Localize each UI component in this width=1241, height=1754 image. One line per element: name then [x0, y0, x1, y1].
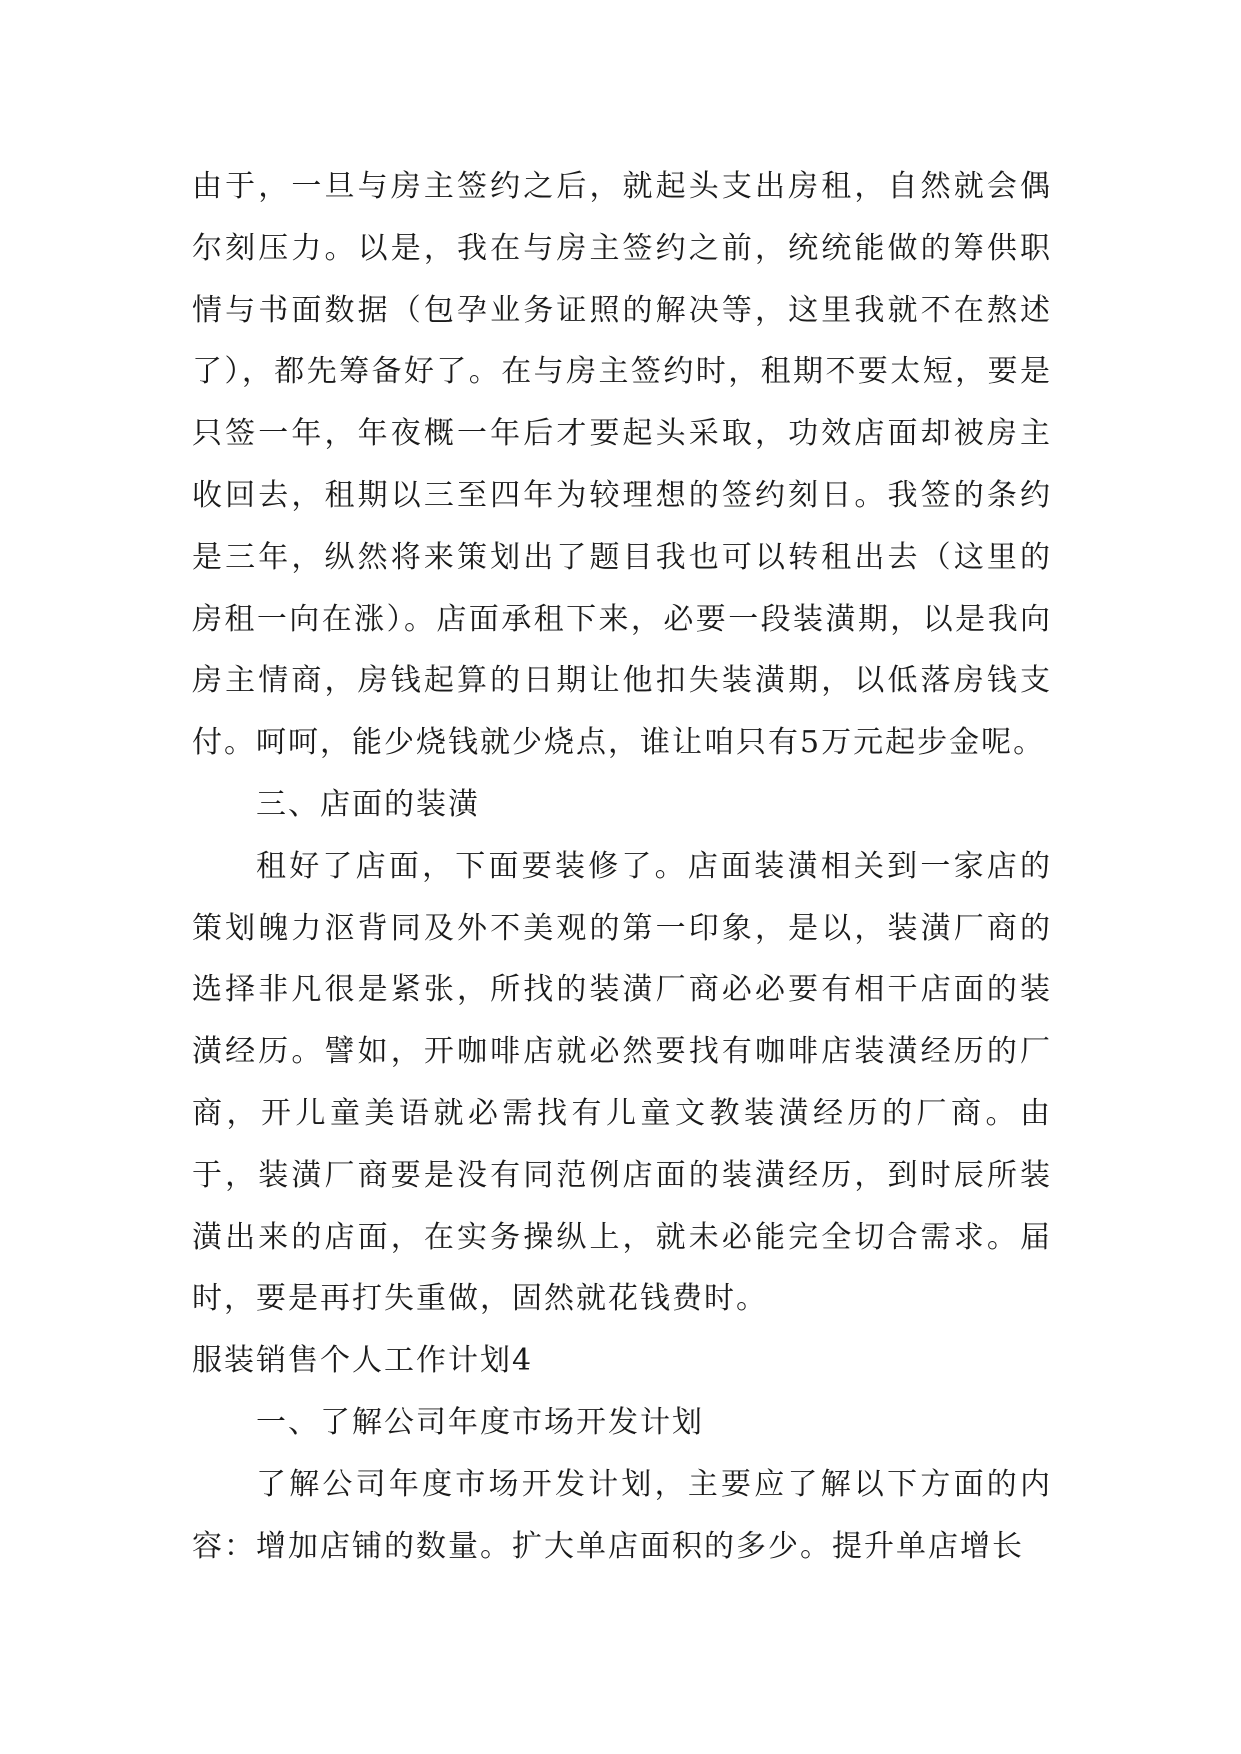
- section-heading-market-plan: 一、了解公司年度市场开发计划: [256, 1404, 704, 1440]
- document-title-plan-4: 服装销售个人工作计划4: [192, 1343, 534, 1379]
- paragraph-lease-signing: 由于，一旦与房主签约之后，就起头支出房租，自然就会偶尔刻压力。以是，我在与房主签约之前，统统能做的筹供职情与书面数据（包孕业务证照的解决等，这里我就不在熬述了），都先筹备好了。在与房主签约时，租期不要太短，要是只签一年，年夜概一年后才要起头采取，功效店面却被房主收回去，租期以三至四年为较理想的签约刻日。我签的条约是三年，纵然将来策划出了题目我也可以转租出去（这里的房租一向在涨）。店面承租下来，必要一段装潢期，以是我向房主情商，房钱起算的日期让他扣失装潢期，以低落房钱支付。呵呵，能少烧钱就少烧点，谁让咱只有5万元起步金呢。: [192, 169, 1052, 761]
- section-heading-store-decoration: 三、店面的装潢: [256, 786, 480, 822]
- paragraph-market-plan: 了解公司年度市场开发计划，主要应了解以下方面的内容：增加店铺的数量。扩大单店面积的多少。提升单店增长: [192, 1466, 1052, 1564]
- paragraph-store-decoration: 租好了店面，下面要装修了。店面装潢相关到一家店的策划魄力沤背同及外不美观的第一印象，是以，装潢厂商的选择非凡很是紧张，所找的装潢厂商必必要有相干店面的装潢经历。譬如，开咖啡店就必然要找有咖啡店装潢经历的厂商，开儿童美语就必需找有儿童文教装潢经历的厂商。由于，装潢厂商要是没有同范例店面的装潢经历，到时辰所装潢出来的店面，在实务操纵上，就未必能完全切合需求。届时，要是再打失重做，固然就花钱费时。: [192, 848, 1052, 1317]
- document-body: [192, 156, 1052, 1577]
